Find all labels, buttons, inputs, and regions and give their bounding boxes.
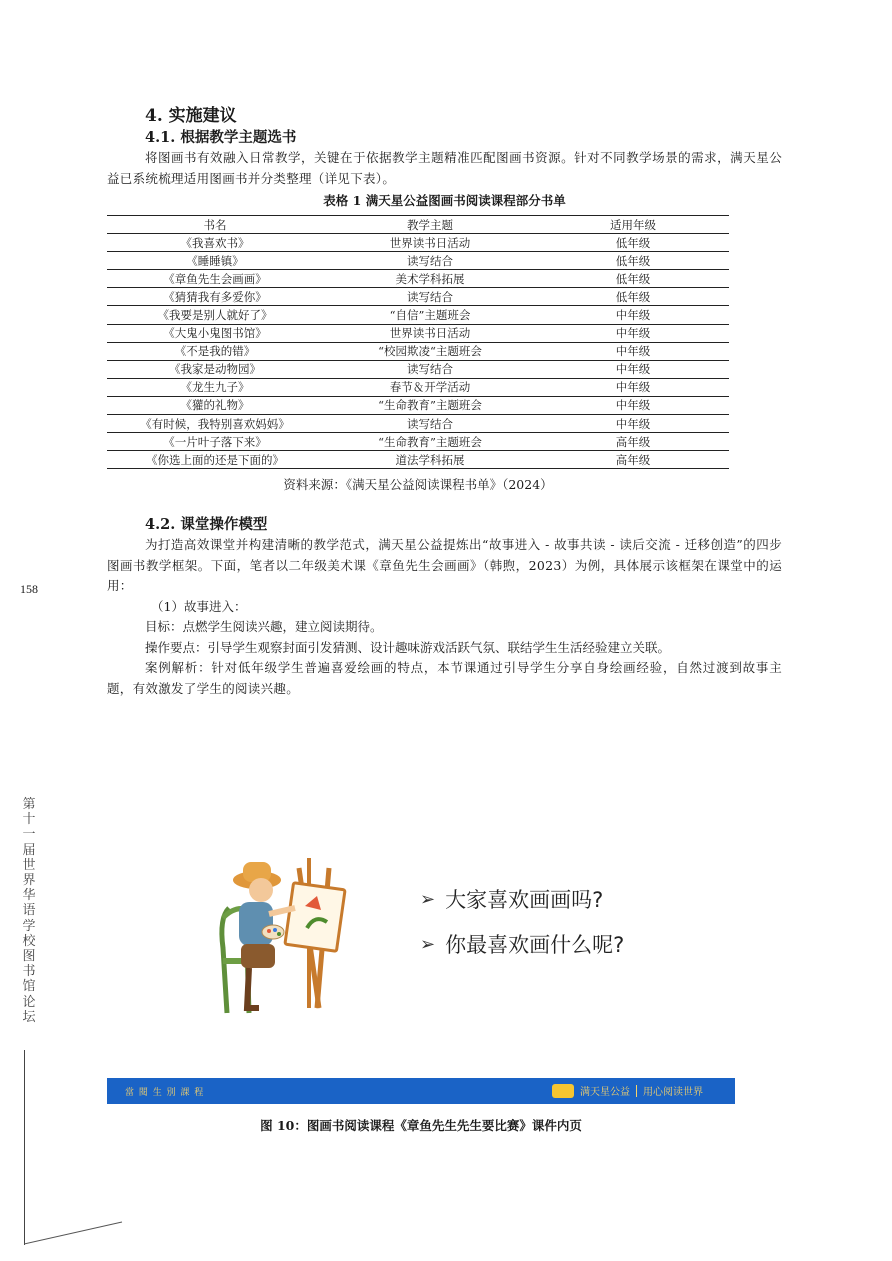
subsection-heading-4-2: 4.2. 课堂操作模型 — [145, 516, 268, 534]
teaching-theme: 读写结合 — [323, 252, 537, 270]
case-paragraph: 案例解析：针对低年级学生普遍喜爱绘画的特点，本节课通过引导学生分享自身绘画经验，自然过渡到故事主题，有效激发了学生的阅读兴趣。 — [107, 660, 782, 696]
grade: 高年级 — [537, 451, 729, 469]
teaching-theme: “自信”主题班会 — [323, 306, 537, 324]
book-list-table — [107, 215, 729, 469]
brand-block — [552, 1083, 703, 1098]
book-title: 《睡睡镇》 — [107, 252, 323, 270]
book-title: 《有时候，我特别喜欢妈妈》 — [107, 415, 323, 433]
teaching-theme: “校园欺凌“主题班会 — [323, 342, 537, 360]
table-row — [107, 342, 729, 360]
slide-question-1 — [420, 884, 603, 914]
grade: 中年级 — [537, 415, 729, 433]
side-running-title: 第十一届世界华语学校图书馆论坛 — [22, 797, 36, 1025]
page-number: 158 — [20, 582, 38, 596]
book-title: 《我家是动物园》 — [107, 360, 323, 378]
grade: 中年级 — [537, 360, 729, 378]
table-row — [107, 252, 729, 270]
table-row — [107, 451, 729, 469]
step-label: （1）故事进入： — [151, 598, 247, 614]
arrow-bullet-icon: ➢ — [420, 933, 436, 955]
table-row — [107, 270, 729, 288]
framework-paragraph: 为打造高效课堂并构建清晰的教学范式，满天星公益提炼出“故事进入 - 故事共读 - 读后交流 - 迁移创造”的四步图画书教学框架。下面，笔者以二年级美术课《章鱼先生会画画》（韩煦，2023）为例，具体展示该框架在课堂中的运用： — [107, 537, 782, 594]
slide-footer-bar — [107, 1078, 735, 1104]
teaching-theme: 读写结合 — [323, 288, 537, 306]
painter-illustration-icon — [209, 848, 369, 1016]
teaching-theme: 世界读书日活动 — [323, 324, 537, 342]
figure-caption: 图 10：图画书阅读课程《章鱼先生先生要比赛》课件内页 — [260, 1118, 582, 1133]
table-row — [107, 378, 729, 396]
brand-logo-icon — [552, 1084, 574, 1098]
teaching-theme: 春节＆开学活动 — [323, 378, 537, 396]
table-row — [107, 324, 729, 342]
section-heading: 4. 实施建议 — [145, 106, 237, 126]
teaching-theme: 读写结合 — [323, 415, 537, 433]
grade: 中年级 — [537, 306, 729, 324]
table-row — [107, 234, 729, 252]
table-row — [107, 396, 729, 414]
arrow-bullet-icon: ➢ — [420, 888, 436, 910]
table-row — [107, 360, 729, 378]
book-title: 《一片叶子落下来》 — [107, 433, 323, 451]
subsection-heading-4-1: 4.1. 根据教学主题选书 — [145, 129, 297, 146]
grade: 低年级 — [537, 234, 729, 252]
book-title: 《不是我的错》 — [107, 342, 323, 360]
teaching-theme: “生命教育”主题班会 — [323, 396, 537, 414]
question-text: 大家喜欢画画吗? — [445, 888, 604, 912]
teaching-theme: 美术学科拓展 — [323, 270, 537, 288]
grade: 中年级 — [537, 396, 729, 414]
intro-paragraph: 将图画书有效融入日常教学，关键在于依据教学主题精准匹配图画书资源。针对不同教学场景的需求，满天星公益已系统梳理适用图画书并分类整理（详见下表）。 — [107, 150, 782, 186]
teaching-theme: 道法学科拓展 — [323, 451, 537, 469]
corner-line — [24, 1220, 124, 1246]
table-row — [107, 415, 729, 433]
table-source: 资料来源：《满天星公益阅读课程书单》（2024） — [283, 477, 553, 493]
goal-text: 目标：点燃学生阅读兴趣，建立阅读期待。 — [145, 619, 383, 635]
book-title: 《章鱼先生会画画》 — [107, 270, 323, 288]
course-label: 當 閱 生 別 課 程 — [125, 1088, 205, 1098]
header-grade: 适用年级 — [537, 216, 729, 234]
book-title: 《龙生九子》 — [107, 378, 323, 396]
table-caption: 表格 1 满天星公益图画书阅读课程部分书单 — [323, 193, 566, 208]
book-title: 《獾的礼物》 — [107, 396, 323, 414]
points-text: 操作要点：引导学生观察封面引发猜测、设计趣味游戏活跃气氛、联结学生生活经验建立关联。 — [145, 639, 671, 655]
book-title: 《我喜欢书》 — [107, 234, 323, 252]
brand-slogan: 用心阅读世界 — [643, 1087, 703, 1098]
courseware-slide — [107, 834, 735, 1104]
grade: 中年级 — [537, 378, 729, 396]
book-title: 《猜猜我有多爱你》 — [107, 288, 323, 306]
teaching-theme: 世界读书日活动 — [323, 234, 537, 252]
header-book-title: 书名 — [107, 216, 323, 234]
table-header-row — [107, 216, 729, 234]
table-row — [107, 306, 729, 324]
brand-separator — [636, 1085, 637, 1097]
header-teaching-theme: 教学主题 — [323, 216, 537, 234]
grade: 中年级 — [537, 342, 729, 360]
brand-name: 满天星公益 — [580, 1087, 630, 1098]
grade: 低年级 — [537, 288, 729, 306]
table-row — [107, 433, 729, 451]
side-divider — [24, 1050, 25, 1245]
grade: 高年级 — [537, 433, 729, 451]
grade: 低年级 — [537, 270, 729, 288]
slide-question-2 — [420, 929, 624, 959]
grade: 中年级 — [537, 324, 729, 342]
book-title: 《我要是别人就好了》 — [107, 306, 323, 324]
teaching-theme: 读写结合 — [323, 360, 537, 378]
question-text: 你最喜欢画什么呢? — [445, 933, 625, 957]
book-title: 《大鬼小鬼图书馆》 — [107, 324, 323, 342]
teaching-theme: “生命教育”主题班会 — [323, 433, 537, 451]
book-title: 《你选上面的还是下面的》 — [107, 451, 323, 469]
main-content — [107, 104, 782, 699]
table-row — [107, 288, 729, 306]
grade: 低年级 — [537, 252, 729, 270]
